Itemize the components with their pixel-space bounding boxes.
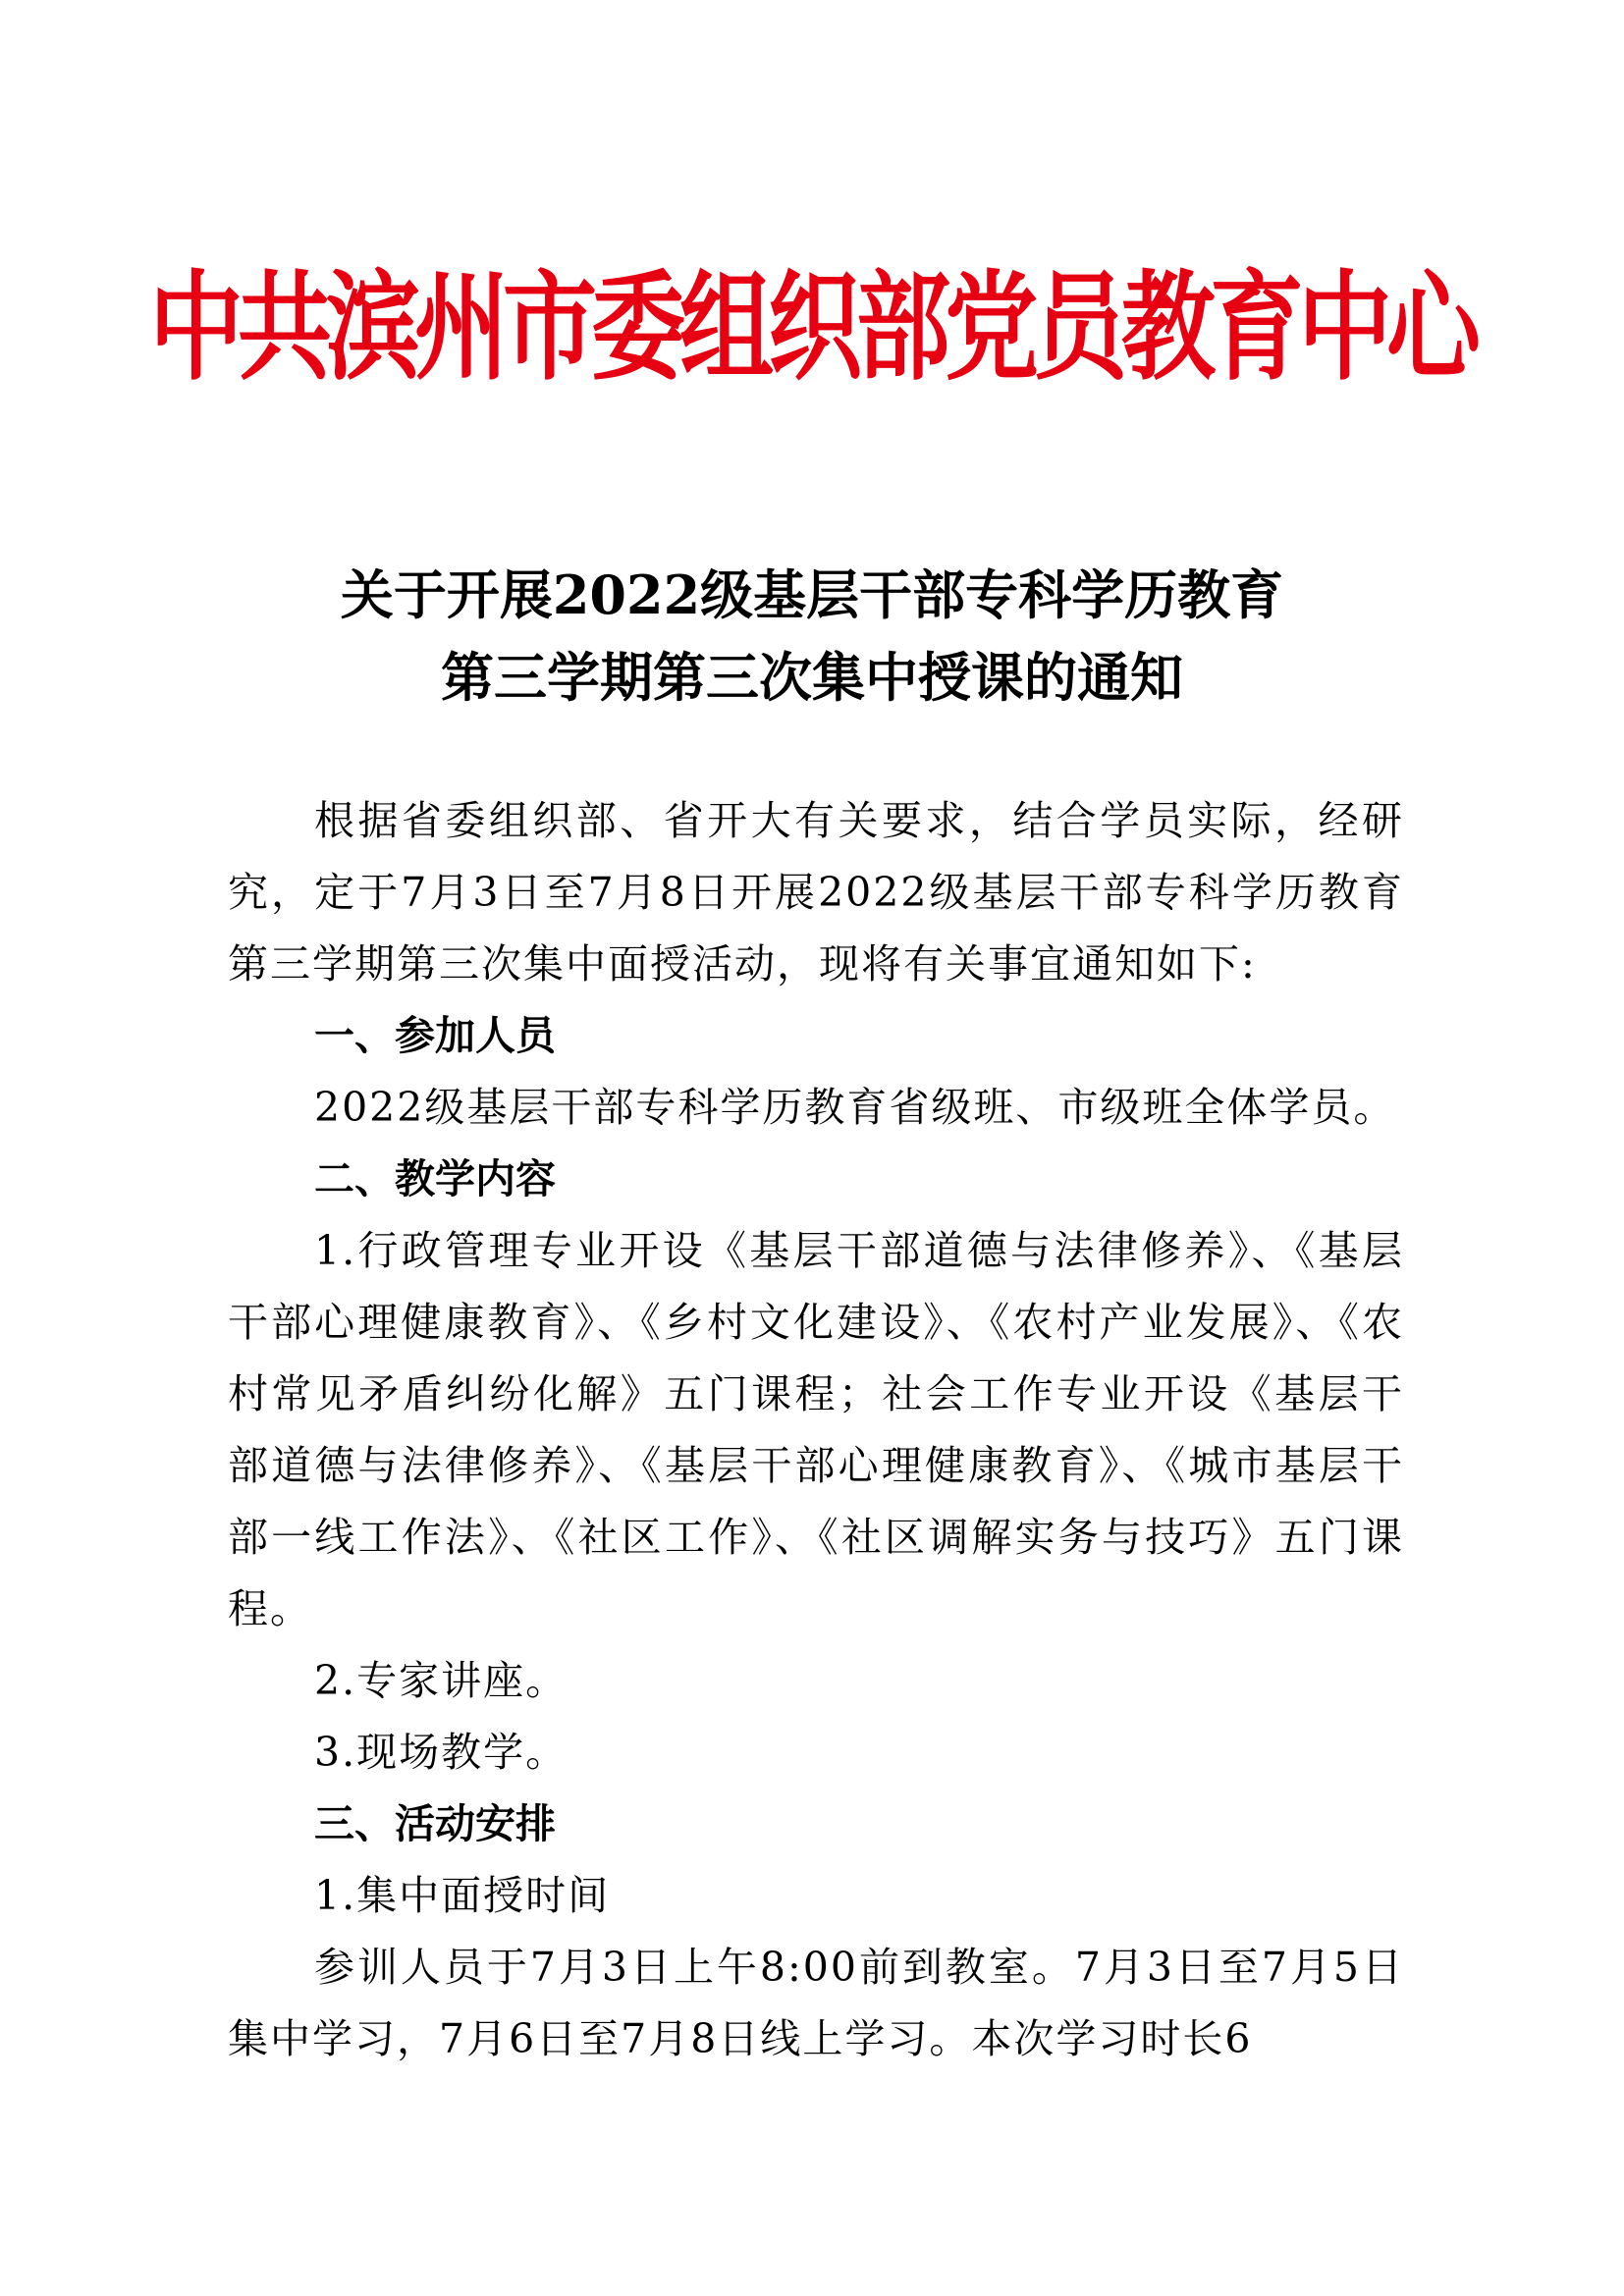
activity-subheading-time: 1.集中面授时间 (314, 1872, 611, 1919)
intro-paragraph: 根据省委组织部、省开大有关要求，结合学员实际，经研究，定于7月3日至7月8日开展2022级基层干部专科学历教育第三学期第三次集中面授活动，现将有关事宜通知如下: (228, 797, 1404, 988)
teaching-content-item-3: 3.现场教学。 (314, 1729, 568, 1776)
document-title-line-1: 关于开展2022级基层干部专科学历教育 (340, 563, 1284, 626)
section-heading-activity-arrangement: 三、活动安排 (314, 1800, 556, 1847)
participants-paragraph: 2022级基层干部专科学历教育省级班、市级班全体学员。 (314, 1084, 1396, 1131)
document-body (228, 785, 1404, 2075)
document-title-line-2: 第三学期第三次集中授课的通知 (441, 646, 1183, 709)
section-heading-teaching-content: 二、教学内容 (314, 1155, 556, 1202)
section-heading-participants: 一、参加人员 (314, 1012, 556, 1059)
masthead-org-name: 中共滨州市委组织部党员教育中心 (149, 258, 1475, 397)
activity-time-paragraph: 参训人员于7月3日上午8:00前到教室。7月3日至7月5日集中学习，7月6日至7月8日线上学习。本次学习时长6 (228, 1944, 1404, 2062)
teaching-content-item-2: 2.专家讲座。 (314, 1657, 568, 1704)
teaching-content-item-1: 1.行政管理专业开设《基层干部道德与法律修养》、《基层干部心理健康教育》、《乡村文化建设》、《农村产业发展》、《农村常见矛盾纠纷化解》五门课程；社会工作专业开设《基层干部道德与法律修养》、《基层干部心理健康教育》、《城市基层干部一线工作法》、《社区工作》、《社区调解实务与技巧》五门课程。 (228, 1227, 1404, 1632)
